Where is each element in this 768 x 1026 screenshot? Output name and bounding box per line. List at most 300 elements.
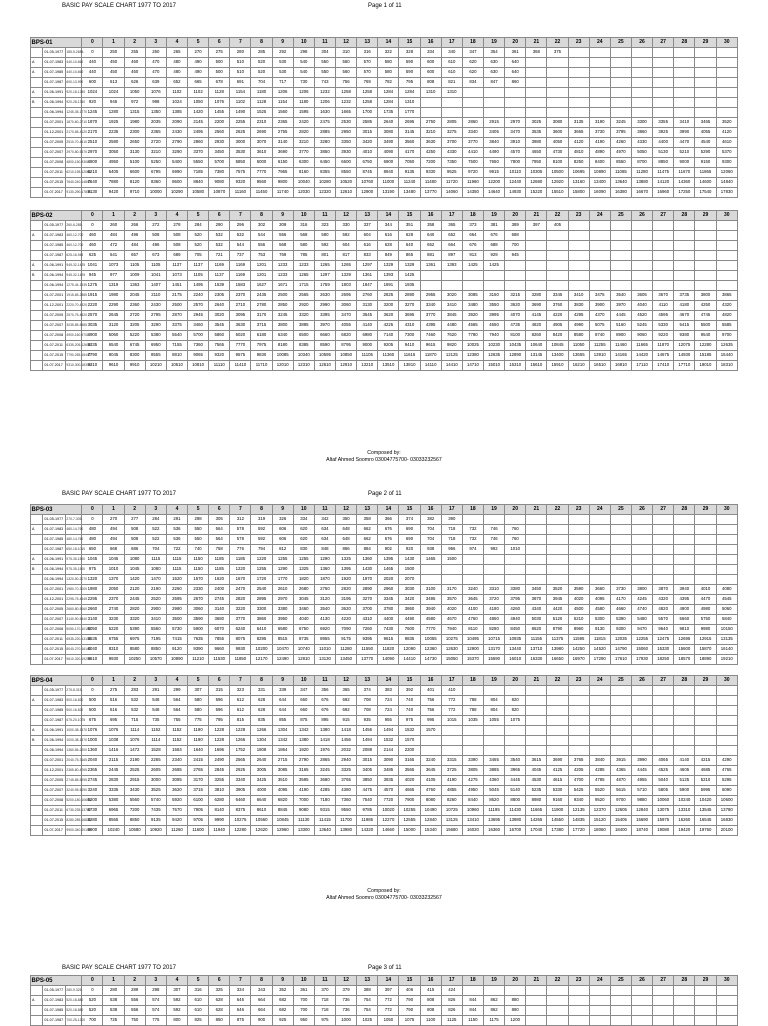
pay-value-cell: 14600 [695, 178, 716, 188]
pay-value-cell [674, 261, 695, 271]
pay-value-cell: 500 [82, 696, 103, 706]
pay-value-cell: 16020 [462, 826, 483, 836]
pay-value-cell: 11415 [314, 816, 335, 826]
table-row [31, 1016, 738, 1026]
pay-value-cell: 358 [420, 221, 441, 231]
pay-value-cell: 849 [378, 251, 399, 261]
pay-value-cell: 2860 [462, 118, 483, 128]
pay-value-cell: 12630 [441, 645, 462, 655]
table-row [31, 301, 738, 311]
stage-header-cell: 25 [610, 38, 631, 48]
pay-value-cell: 740 [188, 545, 209, 555]
pay-value-cell: 3130 [124, 148, 145, 158]
pay-value-cell: 596 [209, 706, 230, 716]
table-row [31, 605, 738, 615]
stage-header-cell: 24 [589, 211, 610, 221]
revision-date: 01-07-2015 [43, 645, 66, 655]
pay-value-cell: 1180 [293, 98, 314, 108]
pay-value-cell: 1329 [378, 261, 399, 271]
pay-value-cell: 520 [188, 231, 209, 241]
pay-value-cell [568, 686, 589, 696]
pay-value-cell [653, 271, 674, 281]
pay-value-cell: 600 [420, 58, 441, 68]
pay-value-cell: 1720 [251, 575, 272, 585]
pay-value-cell: 817 [336, 251, 357, 261]
pay-value-cell [484, 555, 505, 565]
pay-value-cell [547, 565, 568, 575]
pay-value-cell: 737 [230, 251, 251, 261]
scale-formula: 1360-56-2200 [65, 746, 81, 756]
pay-value-cell: 1329 [399, 261, 420, 271]
pay-value-cell: 2220 [82, 301, 103, 311]
pay-value-cell: 3830 [568, 301, 589, 311]
pay-value-cell: 17720 [568, 826, 589, 836]
pay-value-cell: 2540 [251, 585, 272, 595]
pay-value-cell: 366 [378, 515, 399, 525]
stage-header-cell: 21 [526, 38, 547, 48]
pay-value-cell: 3290 [166, 148, 187, 158]
pay-value-cell: 2530 [336, 118, 357, 128]
pay-value-cell: 9220 [653, 331, 674, 341]
row-marker [31, 575, 43, 585]
pay-value-cell: 8100 [505, 331, 526, 341]
scale-formula: 8040-270-16140 [65, 645, 81, 655]
pay-value-cell: 3760 [547, 301, 568, 311]
pay-value-cell: 732 [462, 535, 483, 545]
pay-value-cell: 2780 [251, 301, 272, 311]
pay-value-cell: 3320 [124, 615, 145, 625]
pay-value-cell: 3715 [188, 786, 209, 796]
pay-value-cell: 3080 [378, 128, 399, 138]
stage-header-cell: 14 [378, 38, 399, 48]
pay-value-cell [653, 1016, 674, 1026]
pay-value-cell: 753 [251, 251, 272, 261]
pay-value-cell: 4050 [547, 138, 568, 148]
revision-date: 01-07-1987 [43, 78, 66, 88]
pay-value-cell: 4955 [631, 776, 652, 786]
pay-value-cell: 5060 [103, 331, 124, 341]
pay-value-cell [695, 555, 716, 565]
pay-value-cell: 3240 [420, 756, 441, 766]
stage-header-cell: 23 [568, 38, 589, 48]
pay-value-cell: 2090 [166, 118, 187, 128]
table-row [31, 575, 738, 585]
pay-value-cell: 675 [82, 716, 103, 726]
pay-value-cell [526, 515, 547, 525]
pay-value-cell: 4580 [589, 605, 610, 615]
pay-value-cell: 3520 [547, 585, 568, 595]
revision-date: 01-07-2011 [43, 635, 66, 645]
revision-date: 01-06-1991 [43, 88, 66, 98]
pay-value-cell: 801 [314, 251, 335, 261]
revision-date: 01-07-2005 [43, 138, 66, 148]
pay-value-cell: 3595 [293, 776, 314, 786]
pay-value-cell: 15610 [526, 361, 547, 371]
pay-value-cell: 3205 [124, 321, 145, 331]
pay-value-cell: 2145 [188, 118, 209, 128]
pay-value-cell: 4190 [589, 138, 610, 148]
pay-value-cell: 15680 [441, 826, 462, 836]
pay-value-cell: 344 [378, 221, 399, 231]
stage-header-cell: 5 [188, 676, 209, 686]
pay-value-cell: 4410 [462, 148, 483, 158]
pay-value-cell: 11050 [568, 341, 589, 351]
pay-value-cell [674, 575, 695, 585]
row-marker [31, 515, 43, 525]
pay-value-cell: 3990 [674, 128, 695, 138]
pay-value-cell: 1532 [378, 736, 399, 746]
scale-formula: 675-20-1075 [65, 716, 81, 726]
pay-value-cell: 688 [505, 231, 526, 241]
pay-value-cell: 1393 [441, 261, 462, 271]
pay-value-cell: 6335 [82, 341, 103, 351]
stage-header-cell: 15 [399, 211, 420, 221]
table-row [31, 271, 738, 281]
pay-value-cell [505, 575, 526, 585]
pay-value-cell: 9710 [124, 188, 145, 198]
stage-header-cell: 11 [314, 211, 335, 221]
pay-value-cell: 578 [230, 525, 251, 535]
stage-header-cell: 30 [716, 211, 737, 221]
stage-header-cell: 0 [82, 676, 103, 686]
pay-value-cell: 11870 [420, 351, 441, 361]
pay-value-cell [420, 746, 441, 756]
pay-value-cell [716, 696, 737, 706]
pay-value-cell [610, 88, 631, 98]
pay-value-cell: 270 [188, 48, 209, 58]
pay-value-cell: 1284 [378, 88, 399, 98]
pay-value-cell: 1420 [188, 108, 209, 118]
pay-value-cell: 14110 [420, 361, 441, 371]
pay-value-cell: 998 [145, 98, 166, 108]
pay-value-cell: 3630 [420, 138, 441, 148]
pay-value-cell: 4420 [547, 605, 568, 615]
pay-value-cell: 3005 [251, 766, 272, 776]
pay-value-cell: 15975 [653, 816, 674, 826]
pay-value-cell [610, 58, 631, 68]
pay-value-cell: 17040 [526, 826, 547, 836]
pay-value-cell: 2500 [272, 291, 293, 301]
pay-value-cell: 718 [441, 525, 462, 535]
pay-value-cell: 945 [82, 271, 103, 281]
pay-value-cell: 10000 [145, 188, 166, 198]
pay-value-cell: 343 [251, 986, 272, 996]
pay-value-cell [695, 88, 716, 98]
pay-value-cell: 2200 [399, 746, 420, 756]
pay-value-cell: 302 [251, 221, 272, 231]
pay-value-cell [547, 58, 568, 68]
pay-value-cell: 7575 [230, 168, 251, 178]
row-marker [31, 178, 43, 188]
pay-value-cell [695, 78, 716, 88]
pay-value-cell [526, 88, 547, 98]
pay-value-cell: 0 [82, 686, 103, 696]
table-row [31, 746, 738, 756]
pay-value-cell: 1180 [251, 88, 272, 98]
stage-header-cell: 0 [82, 505, 103, 515]
pay-value-cell: 820 [505, 706, 526, 716]
pay-value-cell: 4365 [610, 766, 631, 776]
revision-date: 01-05-1977 [43, 986, 66, 996]
scale-formula: 625-16-945 [65, 251, 81, 261]
stage-header-cell: 27 [653, 676, 674, 686]
pay-value-cell: 2750 [420, 118, 441, 128]
pay-value-cell: 2755 [272, 128, 293, 138]
pay-value-cell: 950 [293, 1016, 314, 1026]
pay-value-cell: 12135 [568, 806, 589, 816]
stage-header-cell: 7 [230, 976, 251, 986]
pay-value-cell: 2290 [103, 301, 124, 311]
pay-value-cell: 715 [124, 716, 145, 726]
pay-value-cell: 1470 [145, 575, 166, 585]
pay-value-cell: 484 [124, 241, 145, 251]
pay-value-cell [526, 575, 547, 585]
pay-value-cell: 1920 [336, 575, 357, 585]
revision-date: 01-06-1991 [43, 555, 66, 565]
pay-value-cell: 3410 [441, 301, 462, 311]
pay-value-cell: 3090 [378, 756, 399, 766]
pay-value-cell [610, 545, 631, 555]
pay-value-cell: 730 [293, 78, 314, 88]
pay-value-cell: 1137 [209, 271, 230, 281]
pay-value-cell: 735 [145, 716, 166, 726]
pay-value-cell: 6410 [251, 625, 272, 635]
pay-value-cell: 600 [82, 78, 103, 88]
pay-value-cell [547, 68, 568, 78]
pay-value-cell [526, 545, 547, 555]
pay-value-cell: 3210 [293, 138, 314, 148]
stage-header-cell: 2 [124, 38, 145, 48]
pay-value-cell [547, 555, 568, 565]
pay-value-cell: 4095 [272, 786, 293, 796]
pay-value-cell: 3130 [357, 301, 378, 311]
table-row [31, 361, 738, 371]
pay-value-cell: 296 [230, 221, 251, 231]
pay-value-cell: 3690 [526, 301, 547, 311]
pay-value-cell: 3240 [82, 786, 103, 796]
pay-value-cell: 544 [251, 231, 272, 241]
pay-value-cell: 625 [82, 251, 103, 261]
pay-value-cell: 4070 [505, 311, 526, 321]
pay-value-cell [610, 251, 631, 261]
pay-value-cell: 11480 [420, 178, 441, 188]
stage-header-cell: 7 [230, 676, 251, 686]
pay-value-cell: 12810 [293, 655, 314, 665]
pay-value-cell: 2825 [378, 291, 399, 301]
pay-value-cell: 3680 [314, 776, 335, 786]
pay-value-cell [526, 58, 547, 68]
pay-value-cell: 592 [166, 1006, 187, 1016]
pay-value-cell: 4905 [547, 321, 568, 331]
pay-value-cell: 12010 [272, 361, 293, 371]
pay-value-cell: 1525 [251, 108, 272, 118]
pay-value-cell: 662 [357, 535, 378, 545]
pay-value-cell: 16510 [589, 361, 610, 371]
scale-formula: 4900-160-9700 [65, 331, 81, 341]
pay-value-cell: 299 [166, 686, 187, 696]
pay-value-cell [589, 98, 610, 108]
pay-value-cell: 18740 [631, 826, 652, 836]
stage-header-cell: 23 [568, 676, 589, 686]
pay-value-cell: 323 [314, 221, 335, 231]
pay-value-cell: 15120 [589, 816, 610, 826]
pay-value-cell [526, 281, 547, 291]
pay-value-cell: 13780 [716, 806, 737, 816]
pay-value-cell: 564 [209, 525, 230, 535]
pay-value-cell: 12060 [716, 168, 737, 178]
pay-value-cell: 3540 [314, 605, 335, 615]
pay-value-cell: 592 [251, 535, 272, 545]
pay-value-cell: 3405 [484, 128, 505, 138]
pay-value-cell: 1407 [145, 281, 166, 291]
pay-value-cell: 1864 [272, 746, 293, 756]
pay-value-cell: 8515 [272, 635, 293, 645]
row-marker [31, 686, 43, 696]
pay-value-cell [547, 281, 568, 291]
pay-value-cell: 8845 [272, 806, 293, 816]
pay-value-cell [568, 716, 589, 726]
pay-value-cell: 10510 [166, 361, 187, 371]
pay-value-cell [653, 261, 674, 271]
table-row [31, 525, 738, 535]
stage-header-cell: 4 [166, 505, 187, 515]
pay-value-cell: 4950 [462, 786, 483, 796]
pay-value-cell: 630 [484, 68, 505, 78]
pay-value-cell: 592 [314, 241, 335, 251]
pay-value-cell: 6300 [293, 158, 314, 168]
pay-value-cell: 10280 [314, 178, 335, 188]
pay-value-cell: 544 [230, 241, 251, 251]
pay-value-cell: 550 [188, 535, 209, 545]
pay-value-cell [568, 525, 589, 535]
pay-value-cell: 1494 [357, 736, 378, 746]
pay-value-cell: 12920 [547, 178, 568, 188]
pay-value-cell: 1128 [251, 98, 272, 108]
pay-value-cell: 11280 [336, 645, 357, 655]
pay-value-cell [653, 726, 674, 736]
pay-value-cell: 1891 [378, 281, 399, 291]
pay-value-cell: 510 [230, 58, 251, 68]
pay-value-cell [547, 696, 568, 706]
pay-value-cell [505, 555, 526, 565]
pay-value-cell [653, 48, 674, 58]
pay-value-cell [653, 108, 674, 118]
pay-value-cell: 4110 [653, 301, 674, 311]
pay-value-cell: 580 [188, 696, 209, 706]
pay-value-cell [505, 565, 526, 575]
pay-value-cell [589, 696, 610, 706]
pay-value-cell: 8580 [568, 331, 589, 341]
pay-value-cell: 4820 [716, 311, 737, 321]
pay-value-cell: 769 [357, 78, 378, 88]
pay-value-cell [631, 515, 652, 525]
pay-value-cell: 3345 [547, 291, 568, 301]
pay-value-cell: 1045 [124, 565, 145, 575]
pay-value-cell: 4525 [653, 766, 674, 776]
pay-value-cell [695, 251, 716, 261]
pay-value-cell [610, 555, 631, 565]
pay-value-cell: 2930 [209, 138, 230, 148]
stage-header-cell: 29 [695, 676, 716, 686]
pay-value-cell: 540 [293, 68, 314, 78]
pay-value-cell: 5030 [526, 615, 547, 625]
pay-value-cell: 8740 [589, 331, 610, 341]
pay-value-cell: 3210 [145, 148, 166, 158]
pay-value-cell: 826 [441, 996, 462, 1006]
row-marker [31, 251, 43, 261]
pay-value-cell: 7790 [82, 351, 103, 361]
pay-value-cell [695, 98, 716, 108]
pay-value-cell: 4730 [547, 148, 568, 158]
pay-value-cell: 5550 [188, 158, 209, 168]
pay-value-cell: 5540 [166, 331, 187, 341]
pay-value-cell: 11240 [399, 178, 420, 188]
pay-value-cell: 1495 [188, 281, 209, 291]
pay-value-cell: 3170 [441, 585, 462, 595]
pay-value-cell: 8140 [209, 806, 230, 816]
pay-value-cell: 640 [399, 241, 420, 251]
pay-value-cell: 1456 [336, 736, 357, 746]
pay-value-cell: 580 [188, 706, 209, 716]
pay-value-cell: 2430 [166, 128, 187, 138]
pay-value-cell: 3540 [505, 756, 526, 766]
pay-value-cell: 7770 [420, 625, 441, 635]
pay-value-cell: 330 [336, 221, 357, 231]
pay-value-cell: 1228 [209, 736, 230, 746]
pay-value-cell: 560 [336, 58, 357, 68]
pay-value-cell: 11085 [610, 168, 631, 178]
pay-value-cell: 13695 [484, 816, 505, 826]
pay-value-cell: 1190 [188, 736, 209, 746]
pay-value-cell: 351 [399, 221, 420, 231]
pay-value-cell [589, 996, 610, 1006]
pay-value-cell: 830 [293, 545, 314, 555]
pay-value-cell: 1266 [251, 726, 272, 736]
stage-header-cell: 24 [589, 676, 610, 686]
pay-value-cell: 374 [399, 515, 420, 525]
table-row [31, 1006, 738, 1016]
pay-value-cell [631, 68, 652, 78]
pay-value-cell: 1490 [230, 108, 251, 118]
pay-value-cell: 862 [484, 1006, 505, 1016]
pay-value-cell: 3525 [145, 786, 166, 796]
pay-value-cell [441, 736, 462, 746]
pay-value-cell [674, 555, 695, 565]
pay-value-cell: 616 [378, 231, 399, 241]
page-number: Page 1 of 11 [368, 3, 402, 9]
pay-value-cell: 3670 [653, 291, 674, 301]
pay-value-cell: 10935 [505, 635, 526, 645]
pay-value-cell: 1152 [166, 736, 187, 746]
pay-value-cell: 14250 [568, 645, 589, 655]
pay-value-cell: 664 [441, 241, 462, 251]
pay-value-cell: 16380 [610, 188, 631, 198]
pay-value-cell: 8620 [526, 625, 547, 635]
scale-formula: 2970-80-5370 [65, 148, 81, 158]
pay-value-cell: 1320 [82, 575, 103, 585]
pay-value-cell [568, 555, 589, 565]
pay-value-cell: 1201 [251, 271, 272, 281]
pay-value-cell: 8260 [526, 331, 547, 341]
pay-value-cell: 18010 [695, 361, 716, 371]
pay-value-cell [420, 271, 441, 281]
pay-value-cell: 11900 [547, 806, 568, 816]
pay-value-cell [526, 108, 547, 118]
stage-header-cell: 12 [336, 505, 357, 515]
pay-value-cell: 2660 [82, 605, 103, 615]
scale-formula: 6535-220-13135 [65, 635, 81, 645]
stage-header-cell: 11 [314, 976, 335, 986]
